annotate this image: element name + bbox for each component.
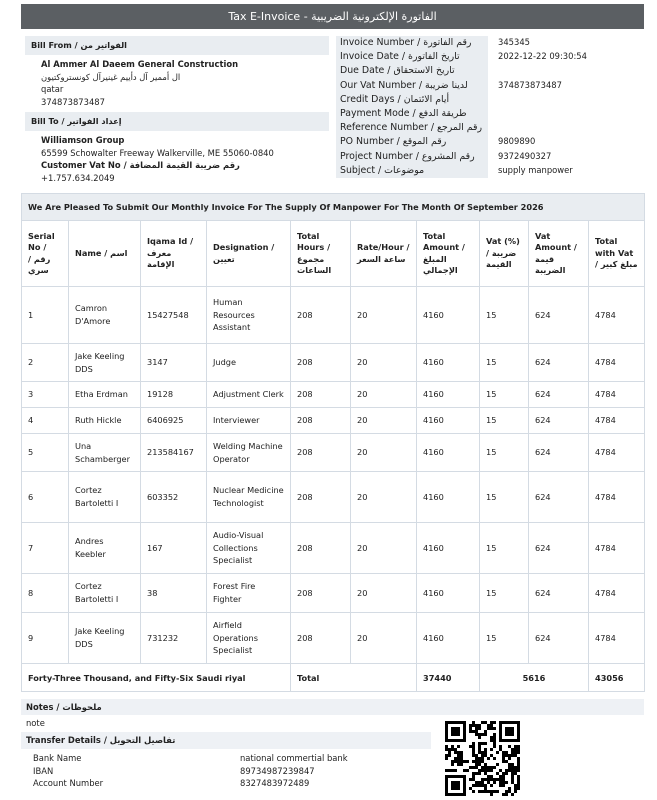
meta-label: Project Number / رقم المشروع bbox=[336, 150, 488, 164]
table-cell: Una Schamberger bbox=[69, 434, 141, 472]
table-cell: 624 bbox=[529, 287, 589, 344]
transfer-label: Bank Name bbox=[33, 753, 82, 763]
table-cell: 208 bbox=[291, 613, 351, 664]
table-cell: 208 bbox=[291, 344, 351, 382]
table-cell: 167 bbox=[141, 523, 207, 574]
meta-value: 9372490327 bbox=[498, 150, 552, 161]
table-cell: 4784 bbox=[589, 344, 645, 382]
meta-row bbox=[336, 121, 644, 135]
table-cell: 208 bbox=[291, 523, 351, 574]
bill-to-phone: +1.757.634.2049 bbox=[41, 172, 115, 183]
table-cell: 15 bbox=[480, 574, 529, 613]
table-cell: 4160 bbox=[417, 344, 480, 382]
meta-label: Invoice Number / رقم الفاتورة bbox=[336, 36, 488, 50]
bill-from-heading: Bill From / الفواتير من bbox=[25, 36, 329, 55]
table-cell: 7 bbox=[22, 523, 69, 574]
meta-value: supply manpower bbox=[498, 164, 573, 175]
column-header: Iqama Id / معرف الإقامة bbox=[141, 221, 207, 287]
meta-label: Payment Mode / طريقة الدفع bbox=[336, 107, 488, 121]
invoice-meta bbox=[336, 36, 644, 178]
meta-row bbox=[336, 79, 644, 93]
transfer-values bbox=[240, 752, 348, 790]
table-cell: 4160 bbox=[417, 408, 480, 434]
bill-to-vat-label: Customer Vat No / رقم ضريبة القيمة المضافة bbox=[41, 160, 240, 171]
table-cell: 624 bbox=[529, 613, 589, 664]
table-cell: 2 bbox=[22, 344, 69, 382]
table-row bbox=[22, 613, 645, 664]
qr-code-icon bbox=[445, 721, 520, 796]
meta-value: 345345 bbox=[498, 37, 530, 47]
column-header: Designation / تعيين bbox=[207, 221, 291, 287]
table-cell: 4784 bbox=[589, 287, 645, 344]
grand-total: 43056 bbox=[589, 664, 645, 692]
table-cell: 8 bbox=[22, 574, 69, 613]
column-header: Vat (%) ضريبة / القيمة bbox=[480, 221, 529, 287]
column-header: Total with Vat / مبلغ كبير bbox=[589, 221, 645, 287]
table-cell: 4160 bbox=[417, 574, 480, 613]
table-cell: 4784 bbox=[589, 434, 645, 472]
invoice-table-wrap bbox=[21, 193, 644, 692]
bill-from-name: Al Ammer Al Daeem General Construction bbox=[41, 59, 239, 69]
table-cell: Forest Fire Fighter bbox=[207, 574, 291, 613]
table-caption: We Are Pleased To Submit Our Monthly Invoice For The Supply Of Manpower For The Month Of September 2026 bbox=[22, 194, 645, 221]
table-cell: Interviewer bbox=[207, 408, 291, 434]
table-cell: 4160 bbox=[417, 523, 480, 574]
table-cell: 4160 bbox=[417, 287, 480, 344]
table-cell: 15 bbox=[480, 523, 529, 574]
table-cell: Audio-Visual Collections Specialist bbox=[207, 523, 291, 574]
table-cell: 213584167 bbox=[141, 434, 207, 472]
meta-row bbox=[336, 164, 644, 178]
table-cell: 4160 bbox=[417, 434, 480, 472]
meta-value: 374873873487 bbox=[498, 79, 562, 90]
table-cell: 208 bbox=[291, 382, 351, 408]
table-cell: 20 bbox=[351, 523, 417, 574]
meta-label: Due Date / تاريخ الاستحقاق bbox=[336, 64, 488, 78]
table-row bbox=[22, 382, 645, 408]
transfer-label: IBAN bbox=[33, 765, 54, 776]
table-cell: 20 bbox=[351, 408, 417, 434]
table-cell: 624 bbox=[529, 523, 589, 574]
table-cell: 624 bbox=[529, 408, 589, 434]
column-header: Total Amount / المبلغ الإجمالي bbox=[417, 221, 480, 287]
total-row bbox=[22, 664, 645, 692]
table-cell: Camron D'Amore bbox=[69, 287, 141, 344]
table-cell: 4 bbox=[22, 408, 69, 434]
meta-label: Our Vat Number / لدينا ضريبة bbox=[336, 79, 488, 93]
table-cell: 603352 bbox=[141, 472, 207, 523]
meta-row bbox=[336, 150, 644, 164]
table-cell: Judge bbox=[207, 344, 291, 382]
bill-to-name: Williamson Group bbox=[41, 134, 125, 145]
table-row bbox=[22, 408, 645, 434]
meta-label: PO Number / رقم الموقع bbox=[336, 135, 488, 149]
table-cell: 4784 bbox=[589, 574, 645, 613]
meta-row bbox=[336, 36, 644, 50]
table-cell: Jake Keeling DDS bbox=[69, 344, 141, 382]
meta-label: Reference Number / رقم المرجع bbox=[336, 121, 488, 135]
table-cell: 6406925 bbox=[141, 408, 207, 434]
table-cell: 38 bbox=[141, 574, 207, 613]
table-cell: 624 bbox=[529, 472, 589, 523]
table-cell: 4160 bbox=[417, 382, 480, 408]
table-cell: Airfield Operations Specialist bbox=[207, 613, 291, 664]
notes-value: note bbox=[26, 718, 45, 728]
table-cell: Etha Erdman bbox=[69, 382, 141, 408]
table-cell: 15 bbox=[480, 382, 529, 408]
meta-row bbox=[336, 93, 644, 107]
meta-row bbox=[336, 107, 644, 121]
bill-from-phone: 374873873487 bbox=[41, 97, 105, 108]
table-cell: 15427548 bbox=[141, 287, 207, 344]
column-header: Name / اسم bbox=[69, 221, 141, 287]
table-cell: 20 bbox=[351, 344, 417, 382]
bill-from-name-ar: ال أممير آل دأييم غينيرآل كونستروكتيون bbox=[41, 71, 181, 82]
transfer-value: 8327483972489 bbox=[240, 778, 310, 788]
table-cell: 20 bbox=[351, 287, 417, 344]
meta-row bbox=[336, 135, 644, 149]
table-cell: 208 bbox=[291, 434, 351, 472]
table-cell: 20 bbox=[351, 382, 417, 408]
table-cell: 4784 bbox=[589, 472, 645, 523]
total-amount: 37440 bbox=[417, 664, 480, 692]
table-cell: Nuclear Medicine Technologist bbox=[207, 472, 291, 523]
table-cell: 15 bbox=[480, 434, 529, 472]
table-cell: 20 bbox=[351, 472, 417, 523]
table-cell: 208 bbox=[291, 408, 351, 434]
table-row bbox=[22, 472, 645, 523]
table-cell: 624 bbox=[529, 574, 589, 613]
table-cell: 4784 bbox=[589, 408, 645, 434]
table-cell: 15 bbox=[480, 344, 529, 382]
table-cell: 4784 bbox=[589, 613, 645, 664]
transfer-value: 89734987239847 bbox=[240, 765, 315, 776]
table-cell: 4160 bbox=[417, 613, 480, 664]
transfer-value: national commertial bank bbox=[240, 753, 348, 763]
total-vat: 5616 bbox=[480, 664, 589, 692]
table-cell: 20 bbox=[351, 613, 417, 664]
table-cell: 731232 bbox=[141, 613, 207, 664]
table-cell: 15 bbox=[480, 408, 529, 434]
meta-label: Subject / موضوعات bbox=[336, 164, 488, 178]
table-cell: Human Resources Assistant bbox=[207, 287, 291, 344]
table-cell: 208 bbox=[291, 574, 351, 613]
table-cell: 624 bbox=[529, 382, 589, 408]
column-header: Vat Amount / قيمة الضريبة bbox=[529, 221, 589, 287]
table-cell: 1 bbox=[22, 287, 69, 344]
transfer-labels bbox=[33, 752, 103, 790]
table-cell: 6 bbox=[22, 472, 69, 523]
table-cell: Welding Machine Operator bbox=[207, 434, 291, 472]
table-cell: 5 bbox=[22, 434, 69, 472]
table-cell: 9 bbox=[22, 613, 69, 664]
table-cell: 20 bbox=[351, 434, 417, 472]
bill-to-address: 65599 Schowalter Freeway Walkerville, ME 55060-0840 bbox=[41, 147, 274, 158]
bill-from-city: qatar bbox=[41, 84, 64, 95]
table-row bbox=[22, 344, 645, 382]
meta-row bbox=[336, 50, 644, 64]
table-cell: Cortez Bartoletti I bbox=[69, 574, 141, 613]
table-cell: 208 bbox=[291, 287, 351, 344]
meta-value: 9809890 bbox=[498, 136, 536, 147]
table-row bbox=[22, 434, 645, 472]
invoice-table bbox=[21, 193, 645, 692]
table-cell: 624 bbox=[529, 344, 589, 382]
meta-value: 2022-12-22 09:30:54 bbox=[498, 51, 587, 62]
column-header: Total Hours / مجموع الساعات bbox=[291, 221, 351, 287]
table-cell: Cortez Bartoletti I bbox=[69, 472, 141, 523]
table-cell: 624 bbox=[529, 434, 589, 472]
total-label: Total bbox=[291, 664, 417, 692]
notes-heading: Notes / ملحوظات bbox=[21, 699, 644, 715]
total-words: Forty-Three Thousand, and Fifty-Six Saudi riyal bbox=[22, 664, 291, 692]
table-cell: Jake Keeling DDS bbox=[69, 613, 141, 664]
transfer-label: Account Number bbox=[33, 778, 104, 788]
table-cell: 4784 bbox=[589, 382, 645, 408]
bill-from-section bbox=[25, 36, 329, 188]
table-row bbox=[22, 574, 645, 613]
table-cell: 3 bbox=[22, 382, 69, 408]
column-header: Rate/Hour / ساعة السعر bbox=[351, 221, 417, 287]
transfer-heading: Transfer Details / تفاصيل التحويل bbox=[21, 732, 431, 749]
meta-label: Invoice Date / تاريخ الفاتورة bbox=[336, 50, 488, 64]
column-header: Serial No / رقم / سري bbox=[22, 221, 69, 287]
table-row bbox=[22, 523, 645, 574]
table-cell: Andres Keebler bbox=[69, 523, 141, 574]
table-cell: 4160 bbox=[417, 472, 480, 523]
table-cell: Adjustment Clerk bbox=[207, 382, 291, 408]
table-cell: 208 bbox=[291, 472, 351, 523]
table-cell: 4784 bbox=[589, 523, 645, 574]
table-cell: Ruth Hickle bbox=[69, 408, 141, 434]
table-cell: 3147 bbox=[141, 344, 207, 382]
table-cell: 15 bbox=[480, 287, 529, 344]
table-cell: 15 bbox=[480, 472, 529, 523]
invoice-title: Tax E-Invoice - الفاتورة الإلكترونية الضريبية bbox=[21, 4, 644, 29]
table-cell: 15 bbox=[480, 613, 529, 664]
table-cell: 20 bbox=[351, 574, 417, 613]
meta-row bbox=[336, 64, 644, 78]
meta-label: Credit Days / أيام الائتمان bbox=[336, 93, 488, 107]
table-cell: 19128 bbox=[141, 382, 207, 408]
table-row bbox=[22, 287, 645, 344]
bill-to-heading: Bill To / إعداد الفواتير bbox=[25, 112, 329, 131]
